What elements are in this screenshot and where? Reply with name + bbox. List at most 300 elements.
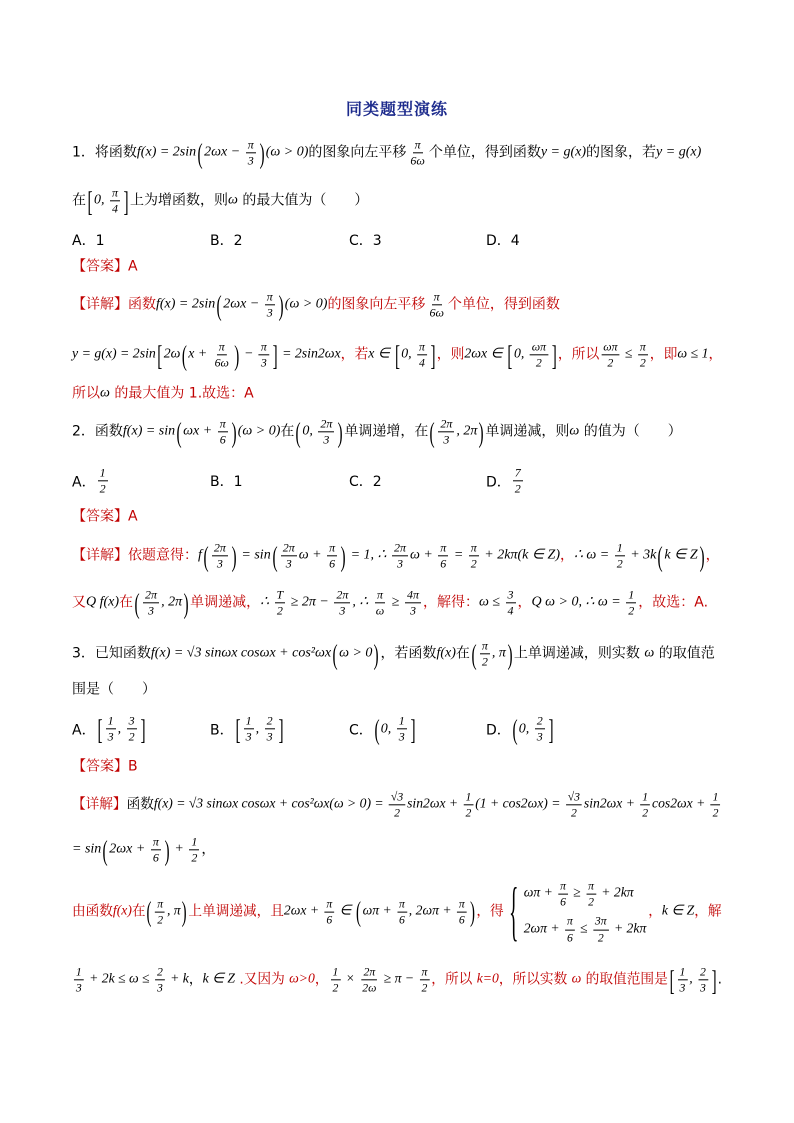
text-run: ，则: [436, 346, 465, 363]
fraction: [281, 541, 297, 570]
fraction: [420, 965, 430, 994]
text-run: 在: [280, 423, 295, 440]
left-brace: {: [509, 873, 519, 948]
math-run: ≥: [569, 885, 585, 901]
fraction: [155, 897, 165, 926]
fraction-denominator: 4: [418, 355, 425, 370]
fraction-denominator: 2: [597, 930, 604, 945]
text-run: ，得: [476, 903, 504, 920]
fraction-denominator: 3: [266, 305, 273, 320]
fraction-numerator: ωπ: [601, 340, 619, 355]
fraction: [615, 541, 625, 570]
math-run: + 2kπ(k ∈ Z): [480, 547, 560, 563]
fraction: [464, 790, 474, 819]
fraction: [638, 340, 648, 369]
math-run: ω ≤ 1: [677, 346, 709, 362]
math-run: ω ≤: [478, 594, 504, 610]
fraction-numerator: 3π: [593, 915, 609, 930]
fraction: [397, 897, 407, 926]
text-run: 在: [131, 903, 146, 920]
fraction-denominator: 6: [329, 556, 336, 571]
fraction: [212, 541, 228, 570]
math-run: Q f(x): [86, 594, 120, 610]
math-run: ,: [689, 971, 697, 987]
text-run: D．4: [486, 233, 520, 249]
right-delimiter: ): [231, 416, 237, 448]
fraction-numerator: T: [275, 588, 286, 603]
fraction: [530, 340, 548, 369]
fraction-numerator: π: [413, 138, 423, 153]
math-run: ω: [571, 971, 582, 987]
fraction-numerator: 2π: [212, 541, 228, 556]
fraction: [558, 880, 568, 909]
math-run: ≤: [576, 921, 592, 937]
text-run: A．1: [72, 233, 105, 249]
left-delimiter: (: [102, 834, 108, 866]
text-run: C．2: [349, 474, 382, 490]
problem-3-stem-line-2: [72, 682, 156, 699]
text-run: 的值为（ ）: [579, 423, 682, 440]
fraction: [711, 790, 721, 819]
right-delimiter: ): [234, 339, 240, 371]
fraction-numerator: 2π: [438, 417, 454, 432]
math-run: + 2kπ: [610, 921, 647, 937]
math-run: 0,: [518, 721, 533, 736]
fraction: [427, 290, 445, 319]
right-delimiter: ): [278, 289, 284, 321]
fraction-numerator: 1: [331, 965, 341, 980]
fraction-numerator: π: [586, 880, 596, 895]
right-delimiter: ): [164, 834, 170, 866]
math-run: ≤: [621, 346, 636, 362]
fraction-denominator: 6ω: [214, 355, 229, 370]
option-d: [486, 230, 520, 250]
fraction-denominator: 2: [712, 805, 719, 820]
math-run: + 2kπ: [597, 885, 634, 901]
text-run: 1．将函数: [72, 144, 137, 161]
text-run: ，故选：A.: [638, 594, 709, 611]
text-run: ，即: [649, 346, 678, 363]
text-run: B．: [210, 722, 234, 738]
fraction: [218, 417, 228, 446]
fraction: [318, 417, 334, 446]
left-delimiter: (: [216, 289, 222, 321]
math-run: f(x) = √3 sinωx cosωx + cos²ωx: [150, 645, 332, 661]
math-run: , 2π: [161, 594, 183, 610]
fraction: [127, 714, 137, 743]
problem-1-solution-line-2: [72, 340, 722, 369]
fraction: [480, 639, 490, 668]
left-delimiter: (: [197, 137, 203, 169]
fraction: [324, 897, 334, 926]
fraction-denominator: 3: [396, 556, 403, 571]
fraction-numerator: 1: [244, 714, 254, 729]
fraction: [408, 138, 426, 167]
text-run: 个单位，得到函数: [428, 144, 541, 161]
right-delimiter: ]: [272, 339, 278, 371]
text-run: 上单调递减，且: [188, 903, 284, 920]
math-run: ω +: [409, 547, 437, 563]
left-delimiter: [: [507, 339, 513, 371]
math-run: cos2ωx +: [652, 796, 709, 812]
fraction-denominator: 3: [409, 603, 416, 618]
left-delimiter: (: [176, 416, 182, 448]
fraction-numerator: √3: [566, 790, 582, 805]
left-delimiter: (: [134, 587, 140, 619]
option-b: [210, 714, 285, 743]
fraction: [566, 790, 582, 819]
fraction: [374, 588, 386, 617]
option-b: [210, 230, 243, 250]
text-run: 函数: [128, 296, 156, 313]
fraction-numerator: π: [155, 897, 165, 912]
fraction-denominator: 6: [458, 912, 465, 927]
text-run: 依题意得：: [128, 547, 198, 564]
text-run: 个单位，得到函数: [447, 296, 560, 313]
fraction-numerator: 3: [506, 588, 516, 603]
fraction-denominator: 6: [440, 556, 447, 571]
fraction-numerator: ωπ: [530, 340, 548, 355]
fraction-numerator: π: [432, 290, 442, 305]
fraction-denominator: 3: [679, 980, 686, 995]
fraction: [74, 965, 84, 994]
math-run: 0,: [401, 346, 416, 362]
fraction-denominator: 3: [285, 556, 292, 571]
fraction-denominator: 2: [570, 805, 577, 820]
fraction: [189, 835, 199, 864]
text-run: 2．函数: [72, 423, 123, 440]
fraction-numerator: π: [324, 897, 334, 912]
math-run: = sin: [72, 841, 102, 857]
math-run: y = g(x): [540, 144, 587, 160]
fraction: [640, 790, 650, 819]
right-delimiter: ]: [548, 713, 554, 745]
text-run: ，: [559, 547, 574, 564]
problem-1-solution-line-3: [72, 386, 254, 403]
fraction: [110, 186, 120, 215]
text-run: ，: [648, 903, 662, 920]
fraction-numerator: π: [259, 340, 269, 355]
fraction-denominator: 2: [642, 805, 649, 820]
right-delimiter: ]: [278, 713, 284, 745]
fraction-denominator: 2: [470, 556, 477, 571]
fraction: [389, 790, 405, 819]
fraction-numerator: 1: [106, 714, 116, 729]
math-run: 2ωπ +: [523, 921, 564, 937]
left-delimiter: (: [295, 416, 301, 448]
left-delimiter: [: [669, 964, 675, 996]
text-run: ，: [517, 594, 532, 611]
fraction-denominator: 2: [628, 603, 635, 618]
fraction: [565, 915, 575, 944]
math-run: , ∴: [352, 594, 372, 610]
math-run: ω +: [298, 547, 326, 563]
fraction: [265, 714, 275, 743]
math-run: k=0: [476, 971, 499, 987]
fraction-numerator: π: [638, 340, 648, 355]
right-delimiter: ): [507, 638, 513, 670]
math-run: ≥: [388, 594, 403, 610]
fraction: [417, 340, 427, 369]
right-delimiter: ): [373, 638, 379, 670]
fraction-denominator: 3: [536, 729, 543, 744]
math-run: 2ωx −: [223, 296, 263, 312]
math-run: Q ω > 0, ∴ ω =: [531, 594, 625, 610]
left-delimiter: [: [235, 713, 241, 745]
fraction-numerator: 1: [615, 541, 625, 556]
system-rows: [524, 880, 647, 945]
fraction-numerator: 2π: [143, 588, 159, 603]
math-run: + k: [166, 971, 189, 987]
math-run: (ω > 0): [265, 144, 309, 160]
right-delimiter: ]: [140, 713, 146, 745]
math-run: ,: [255, 721, 263, 736]
fraction: [213, 340, 231, 369]
option-d: [486, 714, 555, 743]
left-delimiter: [: [394, 339, 400, 371]
text-run: 的图象，若: [586, 144, 657, 161]
fraction-denominator: 2: [514, 481, 521, 496]
fraction: [106, 714, 116, 743]
fraction-numerator: 4π: [405, 588, 421, 603]
page-title: 同类题型演练: [345, 99, 448, 119]
fraction-numerator: π: [417, 340, 427, 355]
text-run: A．: [72, 722, 96, 738]
fraction-denominator: 3: [398, 729, 405, 744]
fraction-denominator: 2: [157, 912, 164, 927]
math-run: k ∈ Z: [664, 547, 698, 563]
math-run: k ∈ Z: [661, 903, 695, 919]
fraction-numerator: 1: [74, 965, 84, 980]
left-delimiter: (: [332, 638, 338, 670]
math-run: sin2ωx +: [583, 796, 639, 812]
fraction-numerator: 3: [127, 714, 137, 729]
left-delimiter: (: [512, 713, 518, 745]
fraction-numerator: 1: [640, 790, 650, 805]
fraction-denominator: 3: [216, 556, 223, 571]
fraction-numerator: 2: [698, 965, 708, 980]
fraction: [469, 541, 479, 570]
answer-text: 【答案】B: [72, 758, 138, 775]
text-run: 围是（ ）: [72, 681, 156, 698]
text-run: 函数: [126, 796, 154, 813]
right-delimiter: ]: [551, 339, 557, 371]
right-delimiter: ): [699, 540, 705, 572]
math-run: k ∈ Z: [202, 971, 236, 987]
fraction-numerator: 2π: [361, 965, 377, 980]
text-run: ，解得：: [422, 594, 479, 611]
math-run: 2ω: [163, 346, 181, 362]
math-run: ∈: [336, 903, 355, 919]
fraction-numerator: π: [565, 915, 575, 930]
right-delimiter: ]: [430, 339, 436, 371]
math-run: −: [240, 346, 257, 362]
text-run: C．3: [349, 233, 382, 249]
problem-2-stem-line-1: [72, 417, 682, 446]
fraction-numerator: π: [265, 290, 275, 305]
math-run: ω: [644, 645, 655, 661]
text-run: ，解: [694, 903, 722, 920]
math-run: ωπ +: [523, 885, 557, 901]
math-run: (ω > 0): [284, 296, 328, 312]
option-c: [349, 714, 417, 743]
left-delimiter: (: [203, 540, 209, 572]
fraction-denominator: 3: [443, 432, 450, 447]
fraction-numerator: π: [397, 897, 407, 912]
text-run: .: [717, 971, 722, 988]
math-run: (ω > 0): [237, 423, 281, 439]
fraction-denominator: 3: [245, 729, 252, 744]
text-run: 上单调递减，则实数: [513, 645, 645, 662]
text-run: 所以: [72, 385, 100, 402]
fraction-numerator: π: [438, 541, 448, 556]
text-run: 【详解】: [72, 796, 127, 813]
math-run: 2ωx ∈: [464, 346, 507, 362]
fraction: [397, 714, 407, 743]
math-run: ≥ π −: [380, 971, 418, 987]
math-run: ,: [117, 721, 125, 736]
problem-2-solution-line-2: [72, 588, 708, 617]
left-delimiter: (: [657, 540, 663, 572]
fraction: [678, 965, 688, 994]
math-run: = 1, ∴: [347, 547, 390, 563]
fraction-numerator: π: [558, 880, 568, 895]
system-row: [524, 915, 647, 944]
fraction-numerator: π: [217, 340, 227, 355]
right-delimiter: ): [182, 896, 188, 928]
fraction-numerator: π: [110, 186, 120, 201]
fraction-numerator: 1: [711, 790, 721, 805]
right-delimiter: ]: [711, 964, 717, 996]
fraction-numerator: 2π: [281, 541, 297, 556]
fraction: [246, 138, 256, 167]
fraction: [151, 835, 161, 864]
math-run: f(x) = √3 sinωx cosωx + cos²ωx(ω > 0) =: [153, 796, 388, 812]
math-run: ω>0: [289, 971, 315, 987]
problem-2-solution-line-1: [72, 541, 720, 570]
math-run: + 2k ≤ ω ≤: [85, 971, 154, 987]
math-run: = 2sin2ωx: [278, 346, 341, 362]
fraction-numerator: 1: [397, 714, 407, 729]
fraction-denominator: 4: [507, 603, 514, 618]
math-run: ωπ +: [362, 903, 396, 919]
text-run: 【详解】: [72, 296, 128, 313]
text-run: 的最大值为 1.故选：A: [109, 385, 254, 402]
option-c: [349, 471, 382, 491]
math-run: =: [450, 547, 467, 563]
fraction-denominator: 3: [75, 980, 82, 995]
fraction: [331, 965, 341, 994]
fraction-denominator: 3: [260, 355, 267, 370]
fraction-denominator: 2: [394, 805, 400, 820]
math-run: f(x) = 2sin: [156, 296, 216, 312]
fraction-numerator: π: [246, 138, 256, 153]
fraction-numerator: 2π: [334, 588, 350, 603]
problem-3-stem-line-1: [72, 639, 715, 668]
fraction: [392, 541, 408, 570]
math-run: f(x) = sin: [122, 423, 176, 439]
fraction-denominator: 2: [99, 481, 106, 496]
text-run: 在: [119, 594, 134, 611]
problem-3-solution-line-3: [72, 873, 722, 948]
fraction-numerator: 1: [98, 466, 108, 481]
fraction-denominator: 2: [607, 355, 614, 370]
fraction: [513, 466, 523, 495]
left-delimiter: (: [374, 713, 380, 745]
text-run: 又: [72, 594, 86, 611]
math-run: ≥ 2π −: [287, 594, 333, 610]
fraction-numerator: π: [480, 639, 490, 654]
math-run: ×: [342, 971, 359, 987]
fraction-numerator: π: [469, 541, 479, 556]
math-run: x +: [188, 346, 211, 362]
text-run: B．2: [210, 233, 243, 249]
problem-1-stem-line-2: [72, 186, 368, 215]
fraction-denominator: 2: [191, 850, 198, 865]
math-run: y = g(x): [656, 144, 702, 160]
fraction-denominator: 2: [465, 805, 472, 820]
problem-3-solution-line-4: [72, 965, 722, 994]
fraction-denominator: 6: [326, 912, 333, 927]
fraction: [265, 290, 275, 319]
option-a: [72, 714, 147, 743]
fraction-denominator: 4: [112, 201, 118, 216]
math-run: f(x): [436, 645, 456, 661]
fraction-numerator: 1: [189, 835, 199, 850]
fraction: [360, 965, 378, 994]
math-run: 0,: [380, 721, 395, 736]
fraction: [438, 541, 448, 570]
math-run: sin2ωx +: [407, 796, 462, 812]
fraction-denominator: 2: [588, 894, 594, 909]
text-run: 的图象向左平移: [327, 296, 426, 313]
system-row: [524, 880, 647, 909]
text-run: ，若: [340, 346, 369, 363]
text-run: 单调递减，则: [485, 423, 570, 440]
math-run: 2ωx −: [204, 144, 244, 160]
text-run: 单调递增，在: [344, 423, 429, 440]
fraction-denominator: 6: [399, 912, 405, 927]
answer-text: 【答案】A: [72, 258, 138, 275]
left-delimiter: (: [429, 416, 435, 448]
fraction-denominator: 2: [616, 556, 623, 571]
answer-text: 【答案】A: [72, 508, 138, 525]
fraction-numerator: 1: [464, 790, 474, 805]
right-delimiter: ): [478, 416, 484, 448]
text-run: ，所以: [557, 346, 600, 363]
math-run: ∴ ω =: [573, 547, 613, 563]
text-run: 单调递减，: [190, 594, 261, 611]
text-run: A．: [72, 474, 96, 490]
left-delimiter: (: [471, 638, 477, 670]
text-run: ，: [201, 841, 216, 858]
problem-3-solution-line-1: [72, 790, 722, 819]
fraction-numerator: π: [327, 541, 337, 556]
fraction-denominator: 2: [421, 980, 428, 995]
fraction-denominator: 6: [152, 850, 159, 865]
fraction: [98, 466, 108, 495]
text-run: 在: [72, 192, 86, 209]
math-run: (1 + cos2ωx) =: [475, 796, 564, 812]
left-delimiter: (: [146, 896, 152, 928]
fraction-numerator: √3: [389, 790, 405, 805]
right-delimiter: ): [231, 540, 237, 572]
text-run: ，: [705, 547, 720, 564]
fraction-denominator: 2: [481, 654, 488, 669]
left-delimiter: (: [356, 896, 362, 928]
math-run: 0,: [302, 423, 317, 439]
math-run: x ∈: [368, 346, 394, 362]
